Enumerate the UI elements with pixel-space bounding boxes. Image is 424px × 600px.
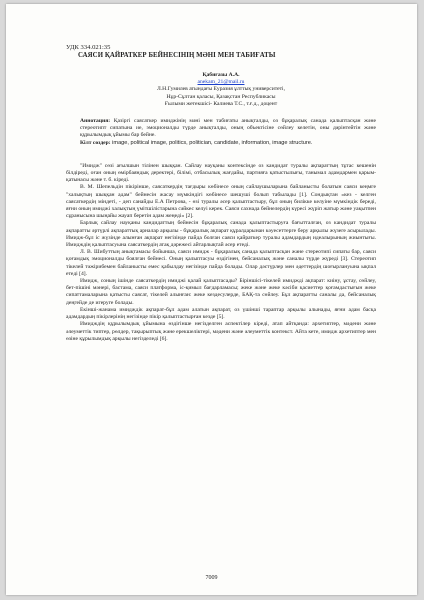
udk-code: УДК 334.021:35 — [66, 44, 111, 51]
body-paragraph: Л. В. Шибуттың анықтамасы бойынша, саяси имидж - бұқаралық санада қалыптасқан және стереотипі сипаты бар, саяси қоғамдық эмоционалды боялған бейнесі. Оның қалыптасуы өздігінен, бейсаналық және саналы түрде жүреді [3]. Стереотип тікелей тәжірибемен байланысты емес қабылдау негізінде пайда болады. Олар дәстүрлер мен әдеттердің шоғырлануына ықпал етеді [4]. — [66, 249, 376, 277]
keywords — [80, 140, 376, 147]
author-block — [66, 72, 376, 108]
body-paragraph: В. М. Шепельдін пікірінше, саясаткердің тағдыры көбінесе оның сайлаушыларына байланысты болатын саяси кеңмге "халықтың шыққан адам" бейнесін жасау мүмкіндігі көбінесе шешуші болып табылады [1]. Сондықтан «кез - келген саясаткердің міндеті, - деп санайды Е.А Петрова, - өзі туралы әсер қалыптастыру, бұл оның билікке келуіне мүмкіндік береді, яғни оның имиджі халықтың үмітшілістарына сәйкес келуі керек. Саяси сахнада бейнелердің күресі жүріп жатыр және уақытпен сұранысына шыңайы жауап беретін адам жеңеді» [2]. — [66, 184, 376, 220]
article-body — [66, 163, 376, 343]
affiliation-city: Нұр-Сұлтан қаласы, Қазақстан Республикасы — [166, 93, 276, 100]
body-paragraph: Имидж, соның ішінде саясаткердің имиджі қалай қалыптасады? Біріншісі-тікелей имиджді ақпарат: киіну, ұстау, сөйлеу, бет-пішіні мәнері, бастама, саяси платформа, іс-қимыл бағдарламасы; жеке және жеке кәсіби қасиеттер қоғамдастығын жеке сипаттамаларына қатысты саясат, тікелей алынған: жеке кездесулерде, БАҚ-та сөйлеу. Бұл ақпаратты саналы да, бейсаналық деңгейде де игеруге болады. — [66, 278, 376, 306]
author-name: Қабиғазы А.А. — [202, 72, 240, 78]
body-paragraph: Екінші-жанама имидждік ақпарат-бұл адам алатын ақпарат, оз үшінші тараптар арқылы алынады, яғни адам басқа адамдардың пікірлерінің негізінде пікір қалыптастырған кезде [5]. — [66, 306, 376, 321]
article-title: САЯСИ ҚАЙРАТКЕР БЕЙНЕСІНІҢ МӘНІ МЕН ТАБИҒАТЫ — [78, 52, 276, 59]
abstract-text: Қазіргі саясаткер имиджінің мәні мен табиғаты анықталды, оз бұқаралық санада қалыптасқан және стереотипт сипатына ие, эмоционалды түрде анықталды, оның объектісіне сөйлеу келетін, оны дәрінтейтін және құрылымдық ұйымы бар бейне. — [80, 118, 376, 139]
document-page — [6, 4, 417, 595]
body-paragraph: "Имидж" сөзі ағылшын тілінен шыққан. Сайлау науқаны контексінде оз кандидат туралы ақпараттың тұтас кешенін білдіреді, оған оның өмірбаяндық деректері, білімі, отбасылық жағдайы, партияға қатыстылығы, танымал адамдармен қарым-қатынасы және т. б. кіреді. — [66, 162, 376, 184]
author-email-link[interactable]: anekam_21@mail.ru — [197, 79, 245, 86]
keywords-label: Кілт сөздер: — [80, 139, 111, 146]
page-number: 7009 — [205, 575, 218, 581]
affiliation-university: Л.Н.Гумилев атындағы Еуразия ұлттық университеті, — [156, 86, 286, 93]
body-paragraph: Имидждің құрылымдық ұйымына өздігінше негізделген аспектілер кіреді, атап айтқанда: архетиптер, мәдени және әлеуметтік типтер, рөлдер, тақырыптық және ерекшеліктері, мәдени және әлеуметтік контекст. Айта кете, имидж архетиптер мен өзіне құрылымдық арқылы негізделеді [6]. — [66, 321, 376, 342]
body-paragraph: Барлық сайлау науқаны кандидаттың бейнесін бұқаралық санада қалыптастыруға бағытталған, оз кандидат туралы ақпаратты әртүрлі ақпараттық арналар арқылы - бұқаралық ақпарат құралдарынан кәуесеттерге беру арқылы жүзеге асырылады. Имидж-бұл іс жүзінде алынған ақпарат негізінде пайда болған саяси қайраткер туралы адамдардың идеалырының жиынтығы. Имидждің қалыптасуына саясаткердің атақ дәрежесі айтарлықтай әсер етеді. — [66, 220, 376, 249]
abstract — [80, 118, 376, 140]
abstract-label: Аннотация: — [80, 118, 111, 125]
keywords-text: image, political image, politics, politician, candidate, information, image structure. — [112, 139, 313, 146]
page-content — [66, 44, 376, 343]
scientific-supervisor: Ғылыми жетекшісі- Калиева Т.С., т.ғ.д., доцент — [164, 100, 278, 107]
